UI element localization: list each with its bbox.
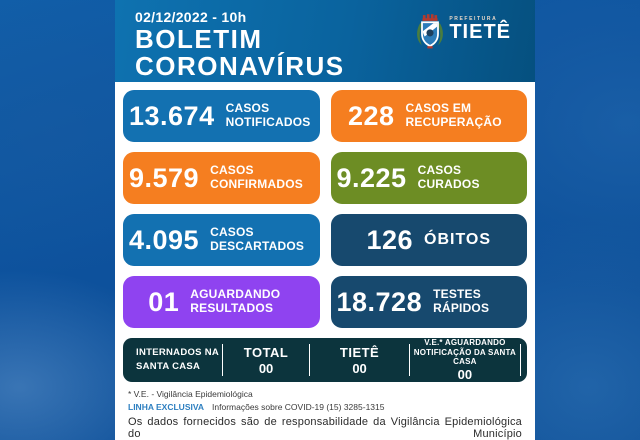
stat-value: 126 xyxy=(366,224,413,255)
stat-label: CASOS EM RECUPERAÇÃO xyxy=(405,101,502,129)
stat-value: 4.095 xyxy=(129,224,200,255)
stat-label: AGUARDANDO RESULTADOS xyxy=(190,287,281,315)
bulletin-title-line1: BOLETIM xyxy=(135,24,263,54)
table-col-total xyxy=(223,338,310,382)
stat-label: ÓBITOS xyxy=(424,230,492,248)
bulletin-header xyxy=(115,0,535,82)
prefeitura-tiete-logo xyxy=(414,13,511,51)
stat-value: 9.225 xyxy=(336,162,407,193)
table-col-value: 00 xyxy=(457,366,473,382)
table-col-header: TIETÊ xyxy=(339,344,380,360)
bulletin-footer xyxy=(123,382,527,440)
table-divider xyxy=(520,344,521,376)
stat-value: 18.728 xyxy=(336,286,423,317)
stat-value: 9.579 xyxy=(129,162,200,193)
santa-casa-table xyxy=(123,338,527,382)
table-col-tiete xyxy=(310,338,408,382)
logo-prefeitura-label: PREFEITURA xyxy=(449,16,498,22)
coat-of-arms-icon xyxy=(414,13,446,51)
ve-footnote: * V.E. - Vigilância Epidemiológica xyxy=(128,389,253,399)
table-col-value: 00 xyxy=(258,360,274,376)
bulletin-panel xyxy=(115,0,535,440)
table-col-value: 00 xyxy=(352,360,367,376)
card-aguardando-resultados xyxy=(123,276,320,328)
stat-label: CASOS NOTIFICADOS xyxy=(225,101,311,129)
card-casos-confirmados xyxy=(123,152,320,204)
table-row-label: INTERNADOS NA SANTA CASA xyxy=(136,346,219,372)
bulletin-body xyxy=(115,82,535,440)
stat-value: 228 xyxy=(347,100,395,131)
hotline-line xyxy=(128,402,522,412)
responsibility-disclaimer: Os dados fornecidos são de responsabilidade da Vigilância Epidemiológica do Município xyxy=(128,416,522,440)
hotline-info: Informações sobre COVID-19 (15) 3285-1315 xyxy=(212,402,385,412)
card-casos-descartados xyxy=(123,214,320,266)
card-casos-em-recuperacao xyxy=(331,90,528,142)
stat-label: CASOS DESCARTADOS xyxy=(210,225,305,253)
table-col-ve-aguardando xyxy=(410,338,520,382)
card-casos-curados xyxy=(331,152,528,204)
stat-label: TESTES RÁPIDOS xyxy=(433,287,490,315)
stat-value: 01 xyxy=(148,286,180,317)
stat-label: CASOS CONFIRMADOS xyxy=(210,163,303,191)
card-obitos xyxy=(331,214,528,266)
stat-value: 13.674 xyxy=(129,100,215,131)
hotline-label: LINHA EXCLUSIVA xyxy=(128,402,205,412)
stats-grid xyxy=(123,90,527,328)
logo-text-block xyxy=(449,16,511,42)
bulletin-date: 02/12/2022 - 10h xyxy=(135,9,247,25)
card-casos-notificados xyxy=(123,90,320,142)
header-text-block xyxy=(135,9,345,81)
table-col-header: TOTAL xyxy=(243,344,289,360)
table-col-header: V.E.* AGUARDANDO NOTIFICAÇÃO DA SANTA CASA xyxy=(413,338,516,367)
bulletin-title-line2: CORONAVÍRUS xyxy=(135,51,345,82)
logo-city-label: TIETÊ xyxy=(449,21,511,43)
table-row-label-cell xyxy=(123,338,222,382)
card-testes-rapidos xyxy=(331,276,528,328)
stat-label: CASOS CURADOS xyxy=(417,163,480,191)
